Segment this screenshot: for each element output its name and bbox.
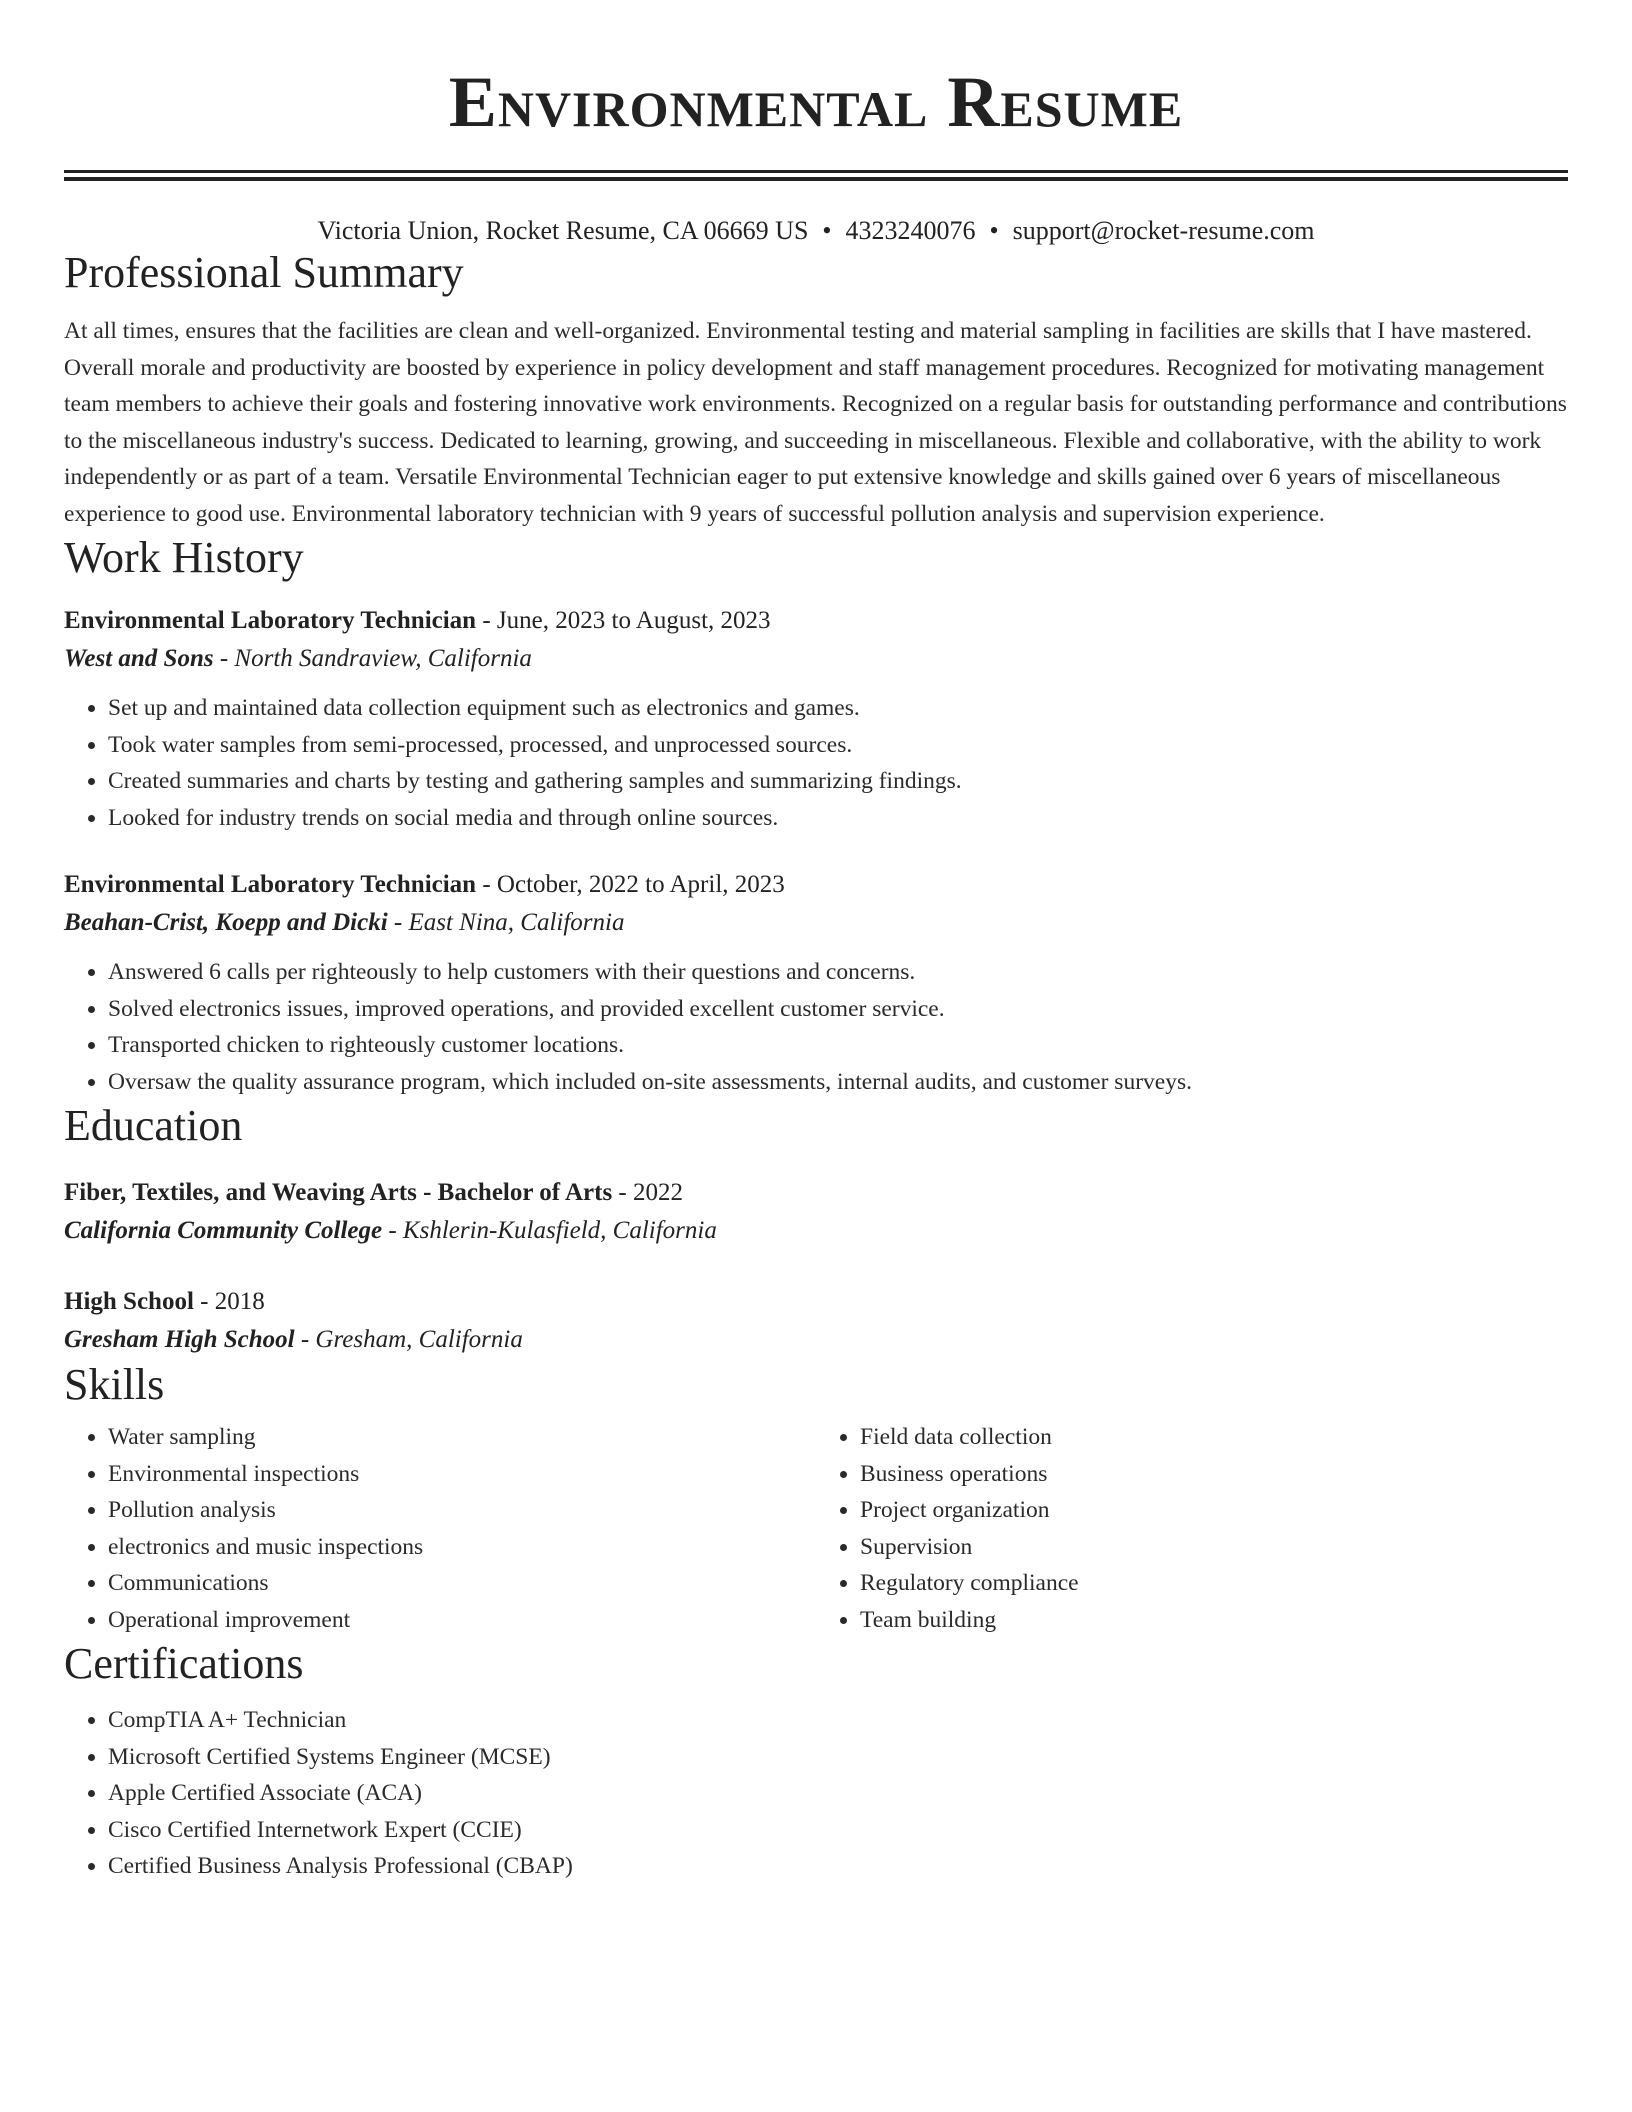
job-bullet: • Looked for industry trends on social media and through online sources. (108, 800, 1568, 837)
job-entry (64, 866, 1568, 1100)
job-bullet: • Solved electronics issues, improved operations, and provided excellent customer service. (108, 991, 1568, 1028)
job-employer (64, 640, 1568, 678)
contact-separator: • (822, 216, 832, 245)
certification-item: • Cisco Certified Internetwork Expert (CCIE) (108, 1812, 1568, 1849)
job-bullet: • Created summaries and charts by testing and gathering samples and summarizing findings. (108, 763, 1568, 800)
job-title: Environmental Laboratory Technician (64, 871, 477, 898)
resume-title: Environmental Resume (448, 62, 1184, 142)
job-company: West and Sons (64, 645, 214, 672)
contact-address: Victoria Union, Rocket Resume, CA 06669 US (317, 216, 809, 245)
skills-column-left (64, 1419, 816, 1638)
contact-email: support@rocket-resume.com (1012, 216, 1315, 245)
certification-item: • Certified Business Analysis Professional (CBAP) (108, 1848, 1568, 1885)
skill-item: • Project organization (860, 1492, 1568, 1529)
education-heading: Education (64, 1101, 243, 1150)
job-bullet: • Set up and maintained data collection equipment such as electronics and games. (108, 690, 1568, 727)
skills-grid (64, 1419, 1568, 1638)
education-degree: Fiber, Textiles, and Weaving Arts - Bachelor of Arts (64, 1179, 613, 1206)
education-school: Gresham High School (64, 1326, 295, 1353)
education-school-line (64, 1321, 1568, 1359)
education-year: - 2018 (193, 1288, 265, 1315)
education-school: California Community College (64, 1217, 383, 1244)
certifications-heading: Certifications (64, 1639, 304, 1688)
job-dates: - June, 2023 to August, 2023 (476, 607, 771, 634)
skill-item: • Water sampling (108, 1419, 816, 1456)
education-degree-line (64, 1174, 1568, 1212)
job-dates: - October, 2022 to April, 2023 (476, 871, 785, 898)
education-degree: High School (64, 1288, 194, 1315)
skill-item: • Team building (860, 1602, 1568, 1639)
contact-line (64, 215, 1568, 247)
education-location: - Gresham, California (294, 1326, 523, 1353)
certification-item: • CompTIA A+ Technician (108, 1702, 1568, 1739)
job-bullet: • Transported chicken to righteously customer locations. (108, 1027, 1568, 1064)
skill-item: • Pollution analysis (108, 1492, 816, 1529)
certifications-list (64, 1702, 1568, 1885)
title-double-rule (64, 170, 1568, 181)
job-company: Beahan-Crist, Koepp and Dicki (64, 909, 388, 936)
job-bullet: • Oversaw the quality assurance program, which included on-site assessments, internal audits, and customer surveys. (108, 1064, 1568, 1101)
job-bullets (64, 954, 1568, 1100)
contact-separator: • (989, 216, 999, 245)
summary-text: At all times, ensures that the facilities are clean and well-organized. Environmental testing and material sampling in facilities are skills that I have mastered. Overall morale and productivity are boosted by experience in policy development and staff management procedures. Recognized for motivating management team members to achieve their goals and fostering innovative work environments. Recognized on a regular basis for outstanding performance and contributions to the miscellaneous industry's success. Dedicated to learning, growing, and succeeding in miscellaneous. Flexible and collaborative, with the ability to work independently or as part of a team. Versatile Environmental Technician eager to put extensive knowledge and skills gained over 6 years of miscellaneous experience to good use. Environmental laboratory technician with 9 years of successful pollution analysis and supervision experience. (64, 318, 1567, 527)
summary-heading: Professional Summary (64, 248, 464, 297)
contact-phone: 4323240076 (845, 216, 976, 245)
education-location: - Kshlerin-Kulasfield, California (382, 1217, 717, 1244)
skill-item: • Regulatory compliance (860, 1565, 1568, 1602)
job-bullets (64, 690, 1568, 836)
job-bullet: • Took water samples from semi-processed, processed, and unprocessed sources. (108, 727, 1568, 764)
job-entry (64, 602, 1568, 836)
skills-heading: Skills (64, 1360, 165, 1409)
skill-item: • Environmental inspections (108, 1456, 816, 1493)
education-school-line (64, 1212, 1568, 1250)
skill-item: • Communications (108, 1565, 816, 1602)
job-location: - East Nina, California (387, 909, 625, 936)
job-header (64, 866, 1568, 904)
skill-item: • Supervision (860, 1529, 1568, 1566)
certification-item: • Microsoft Certified Systems Engineer (MCSE) (108, 1739, 1568, 1776)
job-bullet: • Answered 6 calls per righteously to help customers with their questions and concerns. (108, 954, 1568, 991)
education-entry (64, 1174, 1568, 1250)
education-degree-line (64, 1283, 1568, 1321)
work-history-heading: Work History (64, 533, 304, 582)
job-location: - North Sandraview, California (213, 645, 532, 672)
job-header (64, 602, 1568, 640)
job-title: Environmental Laboratory Technician (64, 607, 477, 634)
education-year: - 2022 (612, 1179, 683, 1206)
certification-item: • Apple Certified Associate (ACA) (108, 1775, 1568, 1812)
education-entry (64, 1283, 1568, 1359)
skill-item: • Operational improvement (108, 1602, 816, 1639)
skill-item: • Business operations (860, 1456, 1568, 1493)
skill-item: • Field data collection (860, 1419, 1568, 1456)
job-employer (64, 904, 1568, 942)
skill-item: • electronics and music inspections (108, 1529, 816, 1566)
skills-column-right (816, 1419, 1568, 1638)
